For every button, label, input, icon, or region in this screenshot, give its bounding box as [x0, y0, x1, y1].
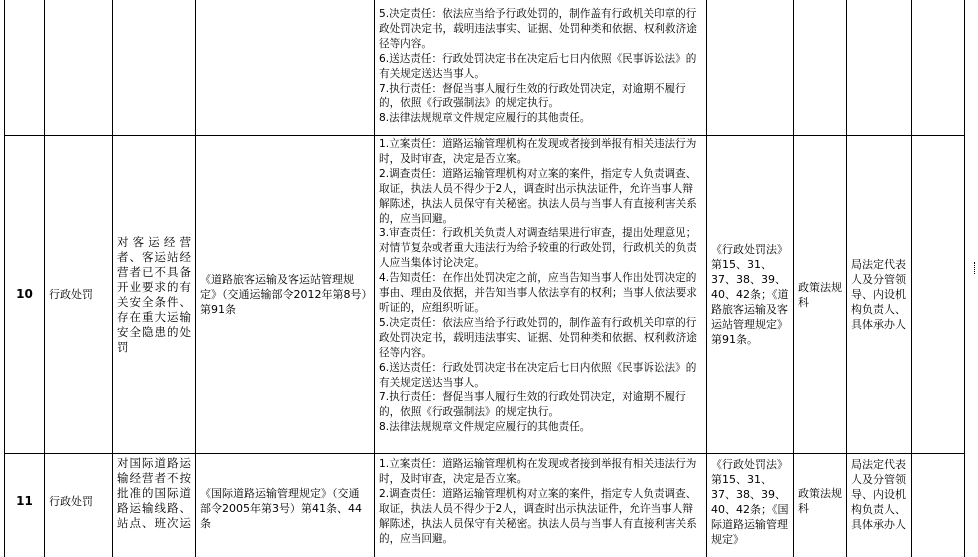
responsible-department: 政策法规科 — [794, 454, 847, 557]
power-type — [45, 0, 113, 136]
power-type: 行政处罚 — [45, 454, 113, 557]
responsibility-line: 6.送达责任：行政处罚决定书在决定后七日内依照《民事诉讼法》的有关规定送达当事人。 — [379, 361, 697, 389]
responsibility-line: 7.执行责任：督促当事人履行生效的行政处罚决定，对逾期不履行的，依照《行政强制法》的规定执行。 — [379, 391, 686, 419]
legal-basis: 《道路旅客运输及客运站管理规定》（交通运输部令2012年第8号）第91条 — [196, 136, 375, 454]
responsible-persons — [847, 0, 912, 136]
responsibility-line: 8.法律法规规章文件规定应履行的其他责任。 — [379, 421, 591, 434]
accountability-basis: 《行政处罚法》第15、31、37、38、39、40、42条；《国际道路运输管理规定》 — [707, 454, 794, 557]
responsibility-cell — [375, 0, 707, 136]
responsibility-line: 1.立案责任：道路运输管理机构在发现或者接到举报有相关违法行为时，及时审查，决定是否立案。 — [379, 458, 697, 485]
legal-basis: 《国际道路运输管理规定》（交通部令2005年第3号）第41条、44条 — [196, 454, 375, 557]
table-row — [5, 454, 965, 557]
accountability-basis — [707, 0, 794, 136]
responsibility-line: 3.审查责任：行政机关负责人对调查结果进行审查，提出处理意见；对情节复杂或者重大违法行为给予较重的行政处罚，行政机关的负责人应当集体讨论决定。 — [379, 227, 697, 270]
responsibility-cell — [375, 454, 707, 557]
responsibility-line: 5.决定责任：依法应当给予行政处罚的，制作盖有行政机关印章的行政处罚决定书，载明违法事实、证据、处罚种类和依据、权利救济途径等内容。 — [379, 8, 697, 50]
row-number — [5, 0, 45, 136]
responsibility-line: 2.调查责任：道路运输管理机构对立案的案件，指定专人负责调查、取证，执法人员不得少于2人，调查时出示执法证件，允许当事人辩解陈述，执法人员保守有关秘密。执法人员与当事人有直接利害关系的，应当回避。 — [379, 167, 697, 225]
power-item — [113, 136, 196, 454]
power-item-text: 对国际道路运输经营者不按批准的国际道路运输线路、站点、班次运 — [117, 456, 191, 530]
power-item — [113, 454, 196, 557]
remarks-cell — [912, 0, 965, 136]
remarks-cell — [912, 454, 965, 557]
accountability-basis: 《行政处罚法》第15、31、37、38、39、40、42条；《道路旅客运输及客运站管理规定》第91条。 — [707, 136, 794, 454]
responsibility-line: 5.决定责任：依法应当给予行政处罚的，制作盖有行政机关印章的行政处罚决定书，载明违法事实、证据、处罚种类和依据、权利救济途径等内容。 — [379, 316, 697, 359]
row-number: 10 — [5, 136, 45, 454]
responsible-persons: 局法定代表人及分管领导、内设机构负责人、具体承办人 — [847, 454, 912, 557]
remarks-cell — [912, 136, 965, 454]
table-row — [5, 136, 965, 454]
power-type: 行政处罚 — [45, 136, 113, 454]
legal-basis — [196, 0, 375, 136]
page-break-marker — [974, 262, 978, 274]
responsible-department: 政策法规科 — [794, 136, 847, 454]
responsible-persons: 局法定代表人及分管领导、内设机构负责人、具体承办人 — [847, 136, 912, 454]
responsible-department — [794, 0, 847, 136]
responsibility-line: 1.立案责任：道路运输管理机构在发现或者接到举报有相关违法行为时，及时审查，决定是否立案。 — [379, 138, 697, 165]
responsibility-table — [4, 0, 965, 557]
table-row — [5, 0, 965, 136]
responsibility-line: 7.执行责任：督促当事人履行生效的行政处罚决定，对逾期不履行的，依照《行政强制法》的规定执行。 — [379, 82, 686, 110]
responsibility-line: 6.送达责任：行政处罚决定书在决定后七日内依照《民事诉讼法》的有关规定送达当事人。 — [379, 52, 697, 80]
power-item-text: 对客运经营者、客运站经营者已不具备开业要求的有关安全条件、存在重大运输安全隐患的处罚 — [117, 234, 191, 354]
responsibility-line: 4.告知责任：在作出处罚决定之前，应当告知当事人作出处罚决定的事由、理由及依据，并告知当事人依法享有的权利；当事人依法要求听证的，应组织听证。 — [379, 272, 697, 314]
power-item — [113, 0, 196, 136]
responsibility-line: 8.法律法规规章文件规定应履行的其他责任。 — [379, 112, 591, 125]
responsibility-cell — [375, 136, 707, 454]
responsibility-line: 2.调查责任：道路运输管理机构对立案的案件，指定专人负责调查、取证，执法人员不得少于2人，调查时出示执法证件，允许当事人辩解陈述，执法人员保守有关秘密。执法人员与当事人有直接利害关系的，应当回避。 — [379, 487, 697, 545]
row-number: 11 — [5, 454, 45, 557]
